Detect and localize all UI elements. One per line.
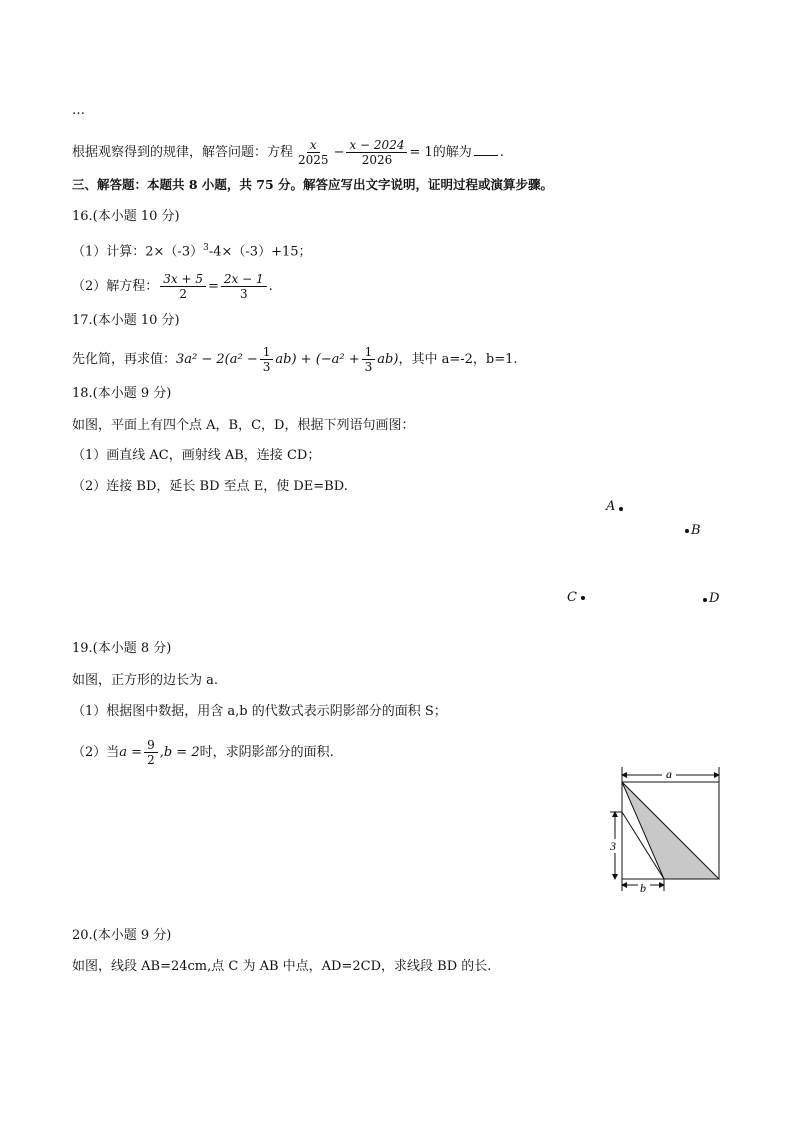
q17-frac2: $\frac{1}{3}$ [362,345,376,374]
q19-part2: （2）当a = $\frac{9}{2}$ ,b = 2时，求阴影部分的面积. [72,738,334,767]
label-3: 3 [610,839,616,853]
q16-frac1: $\frac{3x + 5}{2}$ [160,272,206,301]
point-a-dot [619,507,623,511]
q15-frac1: $\frac{x}{2025}$ [298,138,329,167]
q16-title: 16.(本小题 10 分) [72,209,180,224]
q15-frac2: $\frac{x - 2024}{2026}$ [346,138,407,167]
q19-title: 19.(本小题 8 分) [72,641,172,656]
q18-part1: （1）画直线 AC，画射线 AB，连接 CD； [72,448,321,463]
q20-text: 如图，线段 AB=24cm,点 C 为 AB 中点，AD=2CD，求线段 BD 的长. [72,959,492,974]
point-b-dot [685,529,689,533]
q16-frac2: $\frac{2x - 1}{3}$ [221,272,267,301]
point-b-label: B [691,523,701,538]
q19-part1: （1）根据图中数据，用含 a,b 的代数式表示阴影部分的面积 S； [72,704,447,719]
q19-intro: 如图，正方形的边长为 a. [72,673,219,688]
ellipsis: … [72,103,85,118]
q15-line: 根据观察得到的规律，解答问题：方程 $\frac{x}{2025}$ − $\frac{x - 2024}{2026}$ = 1的解为 . [72,138,504,167]
q18-part2: （2）连接 BD，延长 BD 至点 E，使 DE=BD. [72,479,348,494]
q16-part2: （2）解方程： $\frac{3x + 5}{2}$ = $\frac{2x - 1}{3}$ . [72,272,273,301]
q17-title: 17.(本小题 10 分) [72,313,180,328]
point-c-label: C [567,590,577,605]
q18-intro: 如图，平面上有四个点 A，B，C，D，根据下列语句画图： [72,418,415,433]
q15-prefix: 根据观察得到的规律，解答问题：方程 [72,145,294,160]
q20-title: 20.(本小题 9 分) [72,928,172,943]
q16-part1: （1）计算：$2\times(-3)^3-4\times(-3)+15$； [72,243,312,260]
q18-title: 18.(本小题 9 分) [72,386,172,401]
point-d-label: D [709,591,720,606]
square-figure [600,762,730,894]
shaded-region [622,782,719,879]
point-d-dot [703,598,707,602]
q19-frac: $\frac{9}{2}$ [144,738,158,767]
label-b: b [640,881,646,894]
q15-answer-blank[interactable] [474,143,498,156]
point-a-label: A [606,499,616,514]
label-a: a [666,767,672,781]
q17-expression: 先化简，再求值：3a² − 2(a² − $\frac{1}{3}$ ab) + (−a² + $\frac{1}{3}$ ab)，其中 a=-2，b=1. [72,345,518,374]
q17-frac1: $\frac{1}{3}$ [260,345,274,374]
section-3-heading: 三、解答题：本题共 8 小题，共 75 分。解答应写出文字说明，证明过程或演算步骤。 [72,177,554,192]
point-c-dot [581,596,585,600]
